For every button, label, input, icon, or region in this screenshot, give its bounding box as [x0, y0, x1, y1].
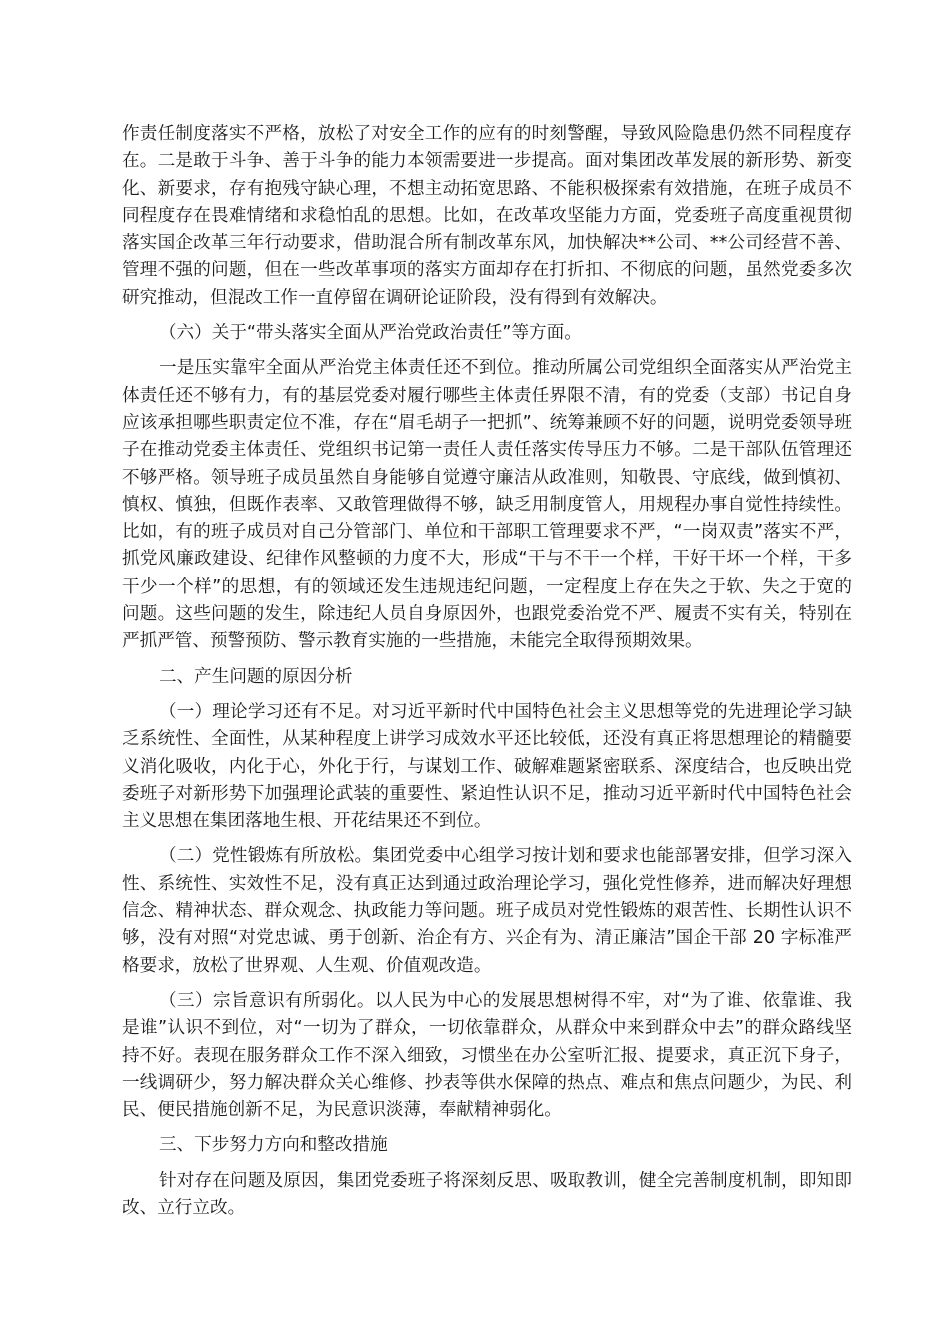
section-heading-causes: 二、产生问题的原因分析 [158, 666, 353, 687]
paragraph-party-spirit: （二）党性锻炼有所放松。集团党委中心组学习按计划和要求也能部署安排，但学习深入性、系统性、实效性不足，没有真正达到通过政治理论学习，强化党性修养，进而解决好理想信念、精神状态、群众观念、执政能力等问题。班子成员对党性锻炼的艰苦性、长期性认识不够，没有对照“对党忠诚、勇于创新、治企有方、兴企有为、清正廉洁”国企干部 20 字标准严格要求，放松了世界观、人生观、价值观改造。 [122, 846, 852, 976]
document-body [122, 121, 852, 1230]
paragraph-body: 一是压实靠牢全面从严治党主体责任还不到位。推动所属公司党组织全面落实从严治党主体责任还不够有力，有的基层党委对履行哪些主体责任界限不清，有的党委（支部）书记自身应该承担哪些职责定位不准，存在“眉毛胡子一把抓”、统筹兼顾不好的问题，说明党委领导班子在推动党委主体责任、党组织书记第一责任人责任落实传导压力不够。二是干部队伍管理还不够严格。领导班子成员虽然自身能够自觉遵守廉洁从政准则，知敬畏、守底线，做到慎初、慎权、慎独，但既作表率、又敢管理做得不够，缺乏用制度管人，用规程办事自觉性持续性。比如，有的班子成员对自己分管部门、单位和干部职工管理要求不严，“一岗双责”落实不严，抓党风廉政建设、纪律作风整顿的力度不大，形成“干与不干一个样，干好干坏一个样，干多干少一个样”的思想，有的领域还发生违规违纪问题，一定程度上存在失之于软、失之于宽的问题。这些问题的发生，除违纪人员自身原因外，也跟党委治党不严、履责不实有关，特别在严抓严管、预警预防、警示教育实施的一些措施，未能完全取得预期效果。 [122, 358, 852, 652]
paragraph-measures: 针对存在问题及原因，集团党委班子将深刻反思、吸取教训，健全完善制度机制，即知即改、立行立改。 [122, 1170, 852, 1218]
paragraph-purpose-awareness: （三）宗旨意识有所弱化。以人民为中心的发展思想树得不牢，对“为了谁、依靠谁、我是谁”认识不到位，对“一切为了群众，一切依靠群众，从群众中来到群众中去”的群众路线坚持不好。表现在服务群众工作不深入细致，习惯坐在办公室听汇报、提要求，真正沉下身子，一线调研少，努力解决群众关心维修、抄表等供水保障的热点、难点和焦点问题少，为民、利民、便民措施创新不足，为民意识淡薄，奉献精神弱化。 [122, 990, 852, 1121]
section-heading-measures: 三、下步努力方向和整改措施 [158, 1135, 388, 1156]
section-heading-6: （六）关于“带头落实全面从严治党政治责任”等方面。 [158, 323, 582, 344]
paragraph-continued: 作责任制度落实不严格，放松了对安全工作的应有的时刻警醒，导致风险隐患仍然不同程度存在。二是敢于斗争、善于斗争的能力本领需要进一步提高。面对集团改革发展的新形势、新变化、新要求，存有抱残守缺心理，不想主动拓宽思路、不能积极探索有效措施，在班子成员不同程度存在畏难情绪和求稳怕乱的思想。比如，在改革攻坚能力方面，党委班子高度重视贯彻落实国企改革三年行动要求，借助混合所有制改革东风，加快解决**公司、**公司经营不善、管理不强的问题，但在一些改革事项的落实方面却存在打折扣、不彻底的问题，虽然党委多次研究推动，但混改工作一直停留在调研论证阶段，没有得到有效解决。 [122, 124, 852, 308]
paragraph-theory-study: （一）理论学习还有不足。对习近平新时代中国特色社会主义思想等党的先进理论学习缺乏系统性、全面性，从某种程度上讲学习成效水平还比较低，还没有真正将思想理论的精髓要义消化吸收，内化于心，外化于行，与谋划工作、破解难题紧密联系、深度结合，也反映出党委班子对新形势下加强理论武装的重要性、紧迫性认识不足，推动习近平新时代中国特色社会主义思想在集团落地生根、开花结果还不到位。 [122, 701, 852, 832]
